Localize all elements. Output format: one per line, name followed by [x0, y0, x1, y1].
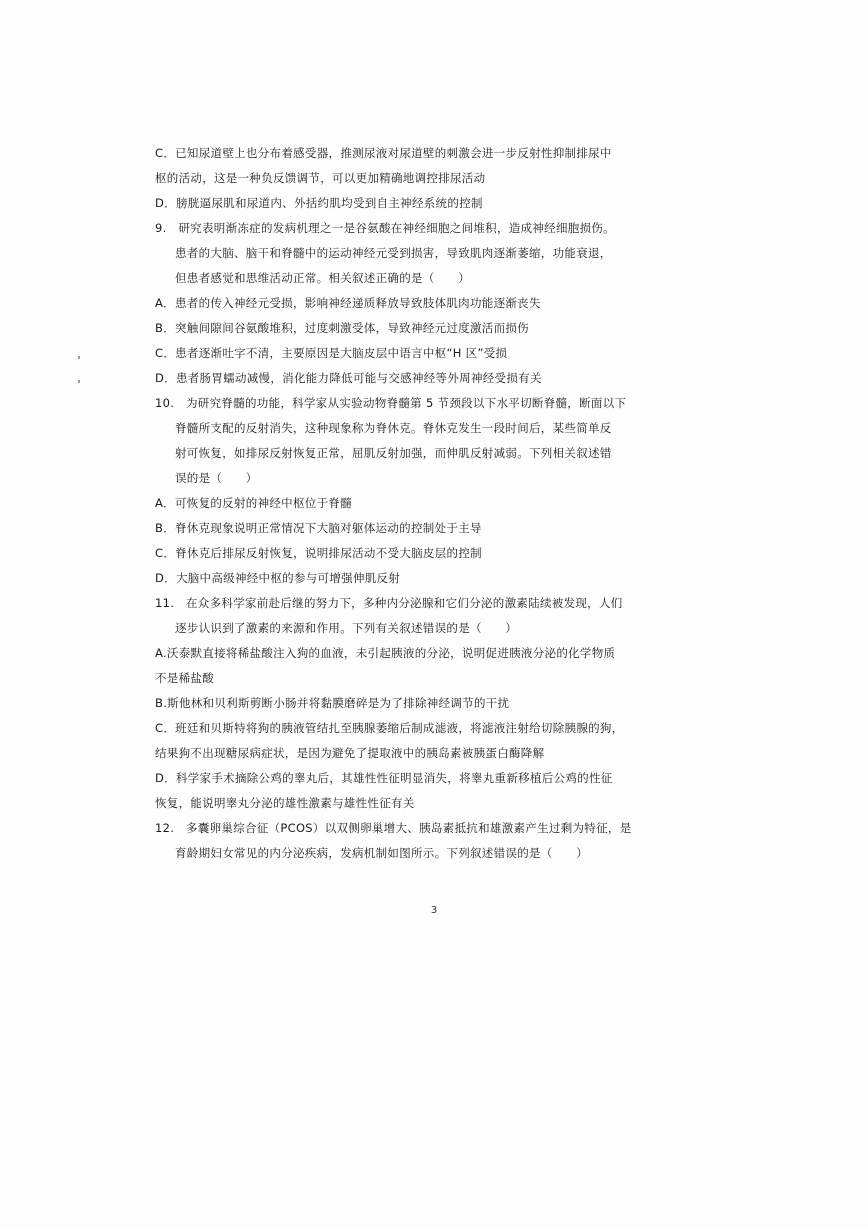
- text-line: A．可恢复的反射的神经中枢位于脊髓: [155, 496, 352, 510]
- text-line: 枢的活动，这是一种负反馈调节，可以更加精确地调控排尿活动: [155, 171, 486, 185]
- text-line: 但患者感觉和思维活动正常。相关叙述正确的是（ ）: [175, 271, 470, 285]
- text-line: C．已知尿道壁上也分布着感受器，推测尿液对尿道壁的刺激会进一步反射性抑制排尿中: [155, 146, 612, 160]
- text-line: C．班廷和贝斯特将狗的胰液管结扎至胰腺萎缩后制成滤液，将滤液注射给切除胰腺的狗，: [155, 721, 624, 735]
- text-line: B．脊休克现象说明正常情况下大脑对躯体运动的控制处于主导: [155, 521, 482, 535]
- text-line: 逐步认识到了激素的来源和作用。下列有关叙述错误的是（ ）: [175, 621, 518, 635]
- text-line: 9. 研究表明渐冻症的发病机理之一是谷氨酸在神经细胞之间堆积，造成神经细胞损伤。: [155, 221, 615, 235]
- text-line: C．患者逐渐吐字不清，主要原因是大脑皮层中语言中枢“H 区”受损: [155, 346, 508, 360]
- document-body: [155, 141, 655, 866]
- text-line: A．患者的传入神经元受损，影响神经递质释放导致肢体肌肉功能逐渐丧失: [155, 296, 541, 310]
- text-line: D．大脑中高级神经中枢的参与可增强伸肌反射: [155, 571, 401, 585]
- text-line: B.斯他林和贝利斯剪断小肠并将黏膜磨碎是为了排除神经调节的干扰: [155, 696, 510, 710]
- text-line: 射可恢复，如排尿反射恢复正常，屈肌反射加强，而伸肌反射减弱。下列相关叙述错: [175, 446, 612, 460]
- text-line: 患者的大脑、脑干和脊髓中的运动神经元受到损害，导致肌肉逐渐萎缩，功能衰退，: [175, 246, 612, 260]
- text-line: 12. 多囊卵巢综合征（PCOS）以双侧卵巢增大、胰岛素抵抗和雄激素产生过剩为特征，是: [155, 821, 632, 835]
- text-line: 恢复，能说明睾丸分泌的雄性激素与雄性性征有关: [155, 796, 415, 810]
- text-line: A.沃泰默直接将稀盐酸注入狗的血液，未引起胰液的分泌，说明促进胰液分泌的化学物质: [155, 646, 616, 660]
- text-line: D．科学家手术摘除公鸡的睾丸后，其雄性性征明显消失，将睾丸重新移植后公鸡的性征: [155, 771, 613, 785]
- text-line: B．突触间隙间谷氨酸堆积，过度刺激受体，导致神经元过度激活而损伤: [155, 321, 529, 335]
- text-line: 不是稀盐酸: [155, 671, 214, 685]
- text-line: 结果狗不出现糖尿病症状，是因为避免了提取液中的胰岛素被胰蛋白酶降解: [155, 746, 545, 760]
- text-line: D．膀胱逼尿肌和尿道内、外括约肌均受到自主神经系统的控制: [155, 196, 483, 210]
- scan-mark: [78, 356, 80, 359]
- scan-mark: [78, 380, 80, 383]
- text-line: 脊髓所支配的反射消失，这种现象称为脊休克。脊休克发生一段时间后，某些简单反: [175, 421, 612, 435]
- text-line: C．脊休克后排尿反射恢复，说明排尿活动不受大脑皮层的控制: [155, 546, 482, 560]
- text-line: 误的是（ ）: [175, 471, 258, 485]
- text-line: 11. 在众多科学家前赴后继的努力下，多种内分泌腺和它们分泌的激素陆续被发现，人们: [155, 596, 623, 610]
- text-line: 10. 为研究脊髓的功能，科学家从实验动物脊髓第 5 节颈段以下水平切断脊髓，断面以下: [155, 396, 627, 410]
- text-line: D．患者肠胃蠕动减慢，消化能力降低可能与交感神经等外周神经受损有关: [155, 371, 542, 385]
- text-line: 育龄期妇女常见的内分泌疾病，发病机制如图所示。下列叙述错误的是（ ）: [175, 846, 588, 860]
- page-number: 3: [430, 905, 438, 916]
